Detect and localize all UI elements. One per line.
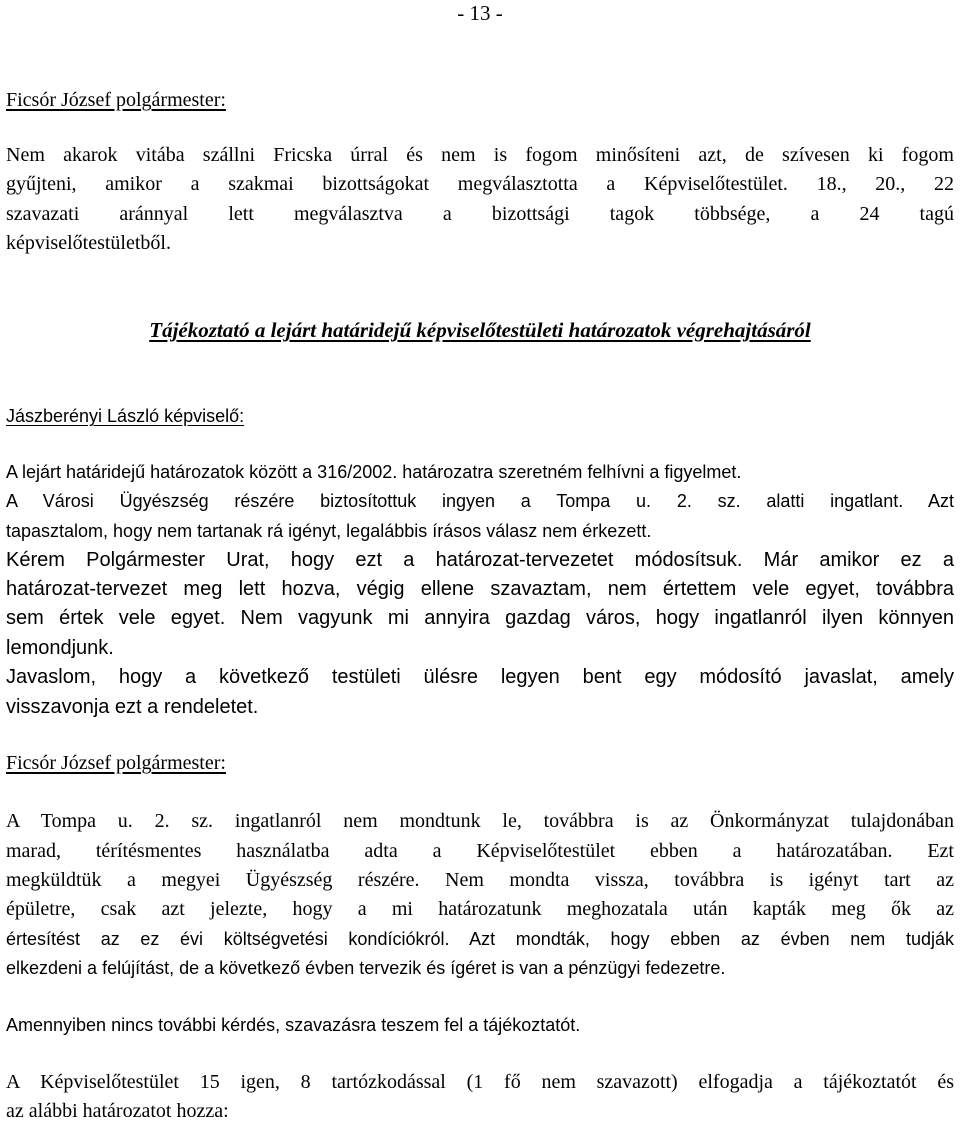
text-line: A lejárt határidejű határozatok között a 316/2002. határozatra szeretném felhívni a figyelmet. <box>6 462 742 482</box>
text-line: A Képviselőtestület 15 igen, 8 tartózkodással (1 fő nem szavazott) elfogadja a tájékoztatót és <box>6 1071 954 1093</box>
text-line: az alábbi határozatot hozza: <box>6 1100 229 1122</box>
text-line: képviselőtestületből. <box>6 232 171 254</box>
text-line: gyűjteni, amikor a szakmai bizottságokat megválasztotta a Képviselőtestület. 18., 20., 22 <box>6 173 954 195</box>
page-number: - 13 - <box>457 1 503 25</box>
text-line: marad, térítésmentes használatba adta a Képviselőtestület ebben a határozatában. Ezt <box>6 840 954 862</box>
speaker-heading-jaszberenyi: Jászberényi László képviselő: <box>6 406 245 426</box>
text-line: értesítést az ez évi költségvetési kondíciókról. Azt mondták, hogy ebben az évben nem tudják <box>6 929 954 949</box>
text-line: megküldtük a megyei Ügyészség részére. Nem mondta vissza, továbbra is igényt tart az <box>6 869 954 891</box>
section-title: Tájékoztató a lejárt határidejű képviselőtestületi határozatok végrehajtásáról <box>149 318 811 342</box>
text-line: tapasztalom, hogy nem tartanak rá igényt, legalábbis írásos válasz nem érkezett. <box>6 521 652 541</box>
speaker-heading-ficsor-1: Ficsór József polgármester: <box>6 89 226 111</box>
text-line: lemondjunk. <box>6 637 114 659</box>
text-line: sem értek vele egyet. Nem vagyunk mi annyira gazdag város, hogy ingatlanról ilyen könnyen <box>6 607 954 629</box>
text-line: Nem akarok vitába szállni Fricska úrral és nem is fogom minősíteni azt, de szívesen ki fogom <box>6 144 954 166</box>
paragraph-vote-call: Amennyiben nincs további kérdés, szavazásra teszem fel a tájékoztatót. <box>6 1015 581 1035</box>
speaker-heading-ficsor-2: Ficsór József polgármester: <box>6 752 226 774</box>
text-line: A Tompa u. 2. sz. ingatlanról nem mondtunk le, továbbra is az Önkormányzat tulajdonában <box>6 810 954 832</box>
text-line: szavazati aránnyal lett megválasztva a bizottsági tagok többsége, a 24 tagú <box>6 203 954 225</box>
text-line: Kérem Polgármester Urat, hogy ezt a határozat-tervezetet módosítsuk. Már amikor ez a <box>6 549 954 571</box>
text-line: épületre, csak azt jelezte, hogy a mi határozatunk meghozatala után kapták meg ők az <box>6 898 954 920</box>
text-line: elkezdeni a felújítást, de a következő évben tervezik és ígéret is van a pénzügyi fedezetre. <box>6 958 726 978</box>
text-line: határozat-tervezet meg lett hozva, végig ellene szavaztam, nem értettem vele egyet, továbbra <box>6 578 954 600</box>
text-line: visszavonja ezt a rendeletet. <box>6 696 259 718</box>
text-line: Javaslom, hogy a következő testületi ülésre legyen bent egy módosító javaslat, amely <box>6 666 954 688</box>
text-line: A Városi Ügyészség részére biztosítottuk ingyen a Tompa u. 2. sz. alatti ingatlant. Azt <box>6 491 954 511</box>
